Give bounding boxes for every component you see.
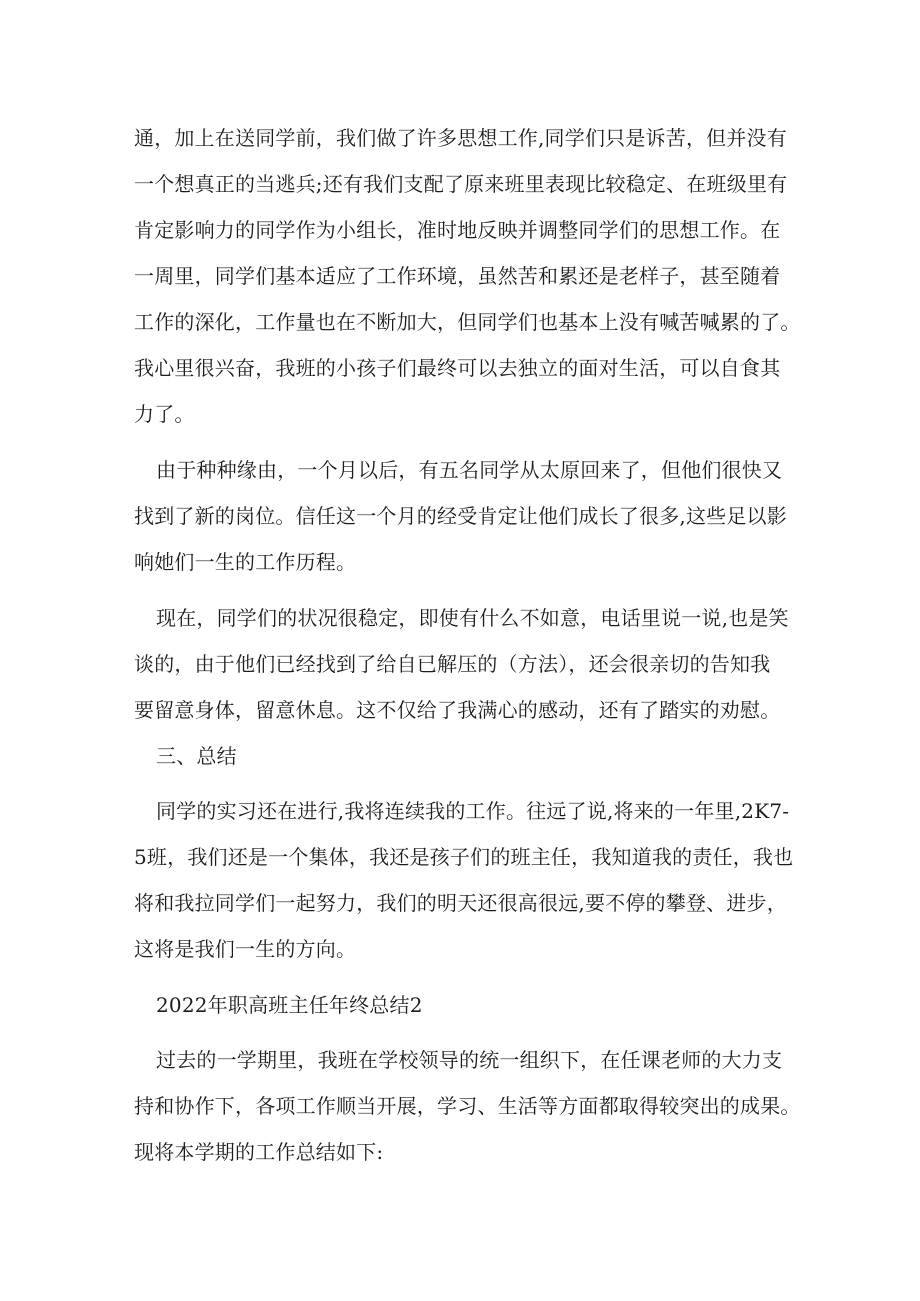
text-line: 通，加上在送同学前，我们做了许多思想工作,同学们只是诉苦，但并没有	[134, 126, 787, 150]
text-line: 谈的，由于他们已经找到了给自已解压的（方法），还会很亲切的告知我	[134, 652, 771, 676]
text-line: 要留意身体，留意休息。这不仅给了我满心的感动，还有了踏实的劝慰。	[134, 698, 781, 722]
text-line: 现在，同学们的状况很稳定，即使有什么不如意，电话里说一说,也是笑	[156, 606, 789, 630]
text-line: 肯定影响力的同学作为小组长，准时地反映并调整同学们的思想工作。在	[134, 218, 781, 242]
text-line: 力了。	[134, 402, 195, 426]
text-line: 工作的深化，工作量也在不断加大，但同学们也基本上没有喊苦喊累的了。	[134, 310, 801, 334]
text-line: 这将是我们一生的方向。	[134, 937, 357, 961]
text-line: 同学的实习还在进行,我将连续我的工作。往远了说,将来的一年里,2K7-	[156, 799, 790, 823]
text-line: 5班，我们还是一个集体，我还是孩子们的班主任，我知道我的责任，我也	[134, 845, 794, 869]
text-line: 将和我拉同学们一起努力，我们的明天还很高很远,要不停的攀登、进步，	[134, 891, 787, 915]
document-subtitle: 2022年职高班主任年终总结2	[156, 993, 423, 1017]
text-line: 找到了新的岗位。信任这一个月的经受肯定让他们成长了很多,这些足以影	[134, 504, 787, 528]
text-line: 现将本学期的工作总结如下:	[134, 1140, 384, 1164]
text-line: 过去的一学期里，我班在学校领导的统一组织下，在任课老师的大力支	[156, 1048, 783, 1072]
text-line: 一周里，同学们基本适应了工作环境，虽然苦和累还是老样子，甚至随着	[134, 264, 781, 288]
section-heading: 三、总结	[156, 744, 237, 768]
text-line: 我心里很兴奋，我班的小孩子们最终可以去独立的面对生活，可以自食其	[134, 356, 781, 380]
text-line: 由于种种缘由，一个月以后，有五名同学从太原回来了，但他们很快又	[156, 458, 783, 482]
text-line: 响她们一生的工作历程。	[134, 550, 357, 574]
text-line: 一个想真正的当逃兵;还有我们支配了原来班里表现比较稳定、在班级里有	[134, 172, 788, 196]
text-line: 持和协作下，各项工作顺当开展，学习、生活等方面都取得较突出的成果。	[134, 1094, 801, 1118]
